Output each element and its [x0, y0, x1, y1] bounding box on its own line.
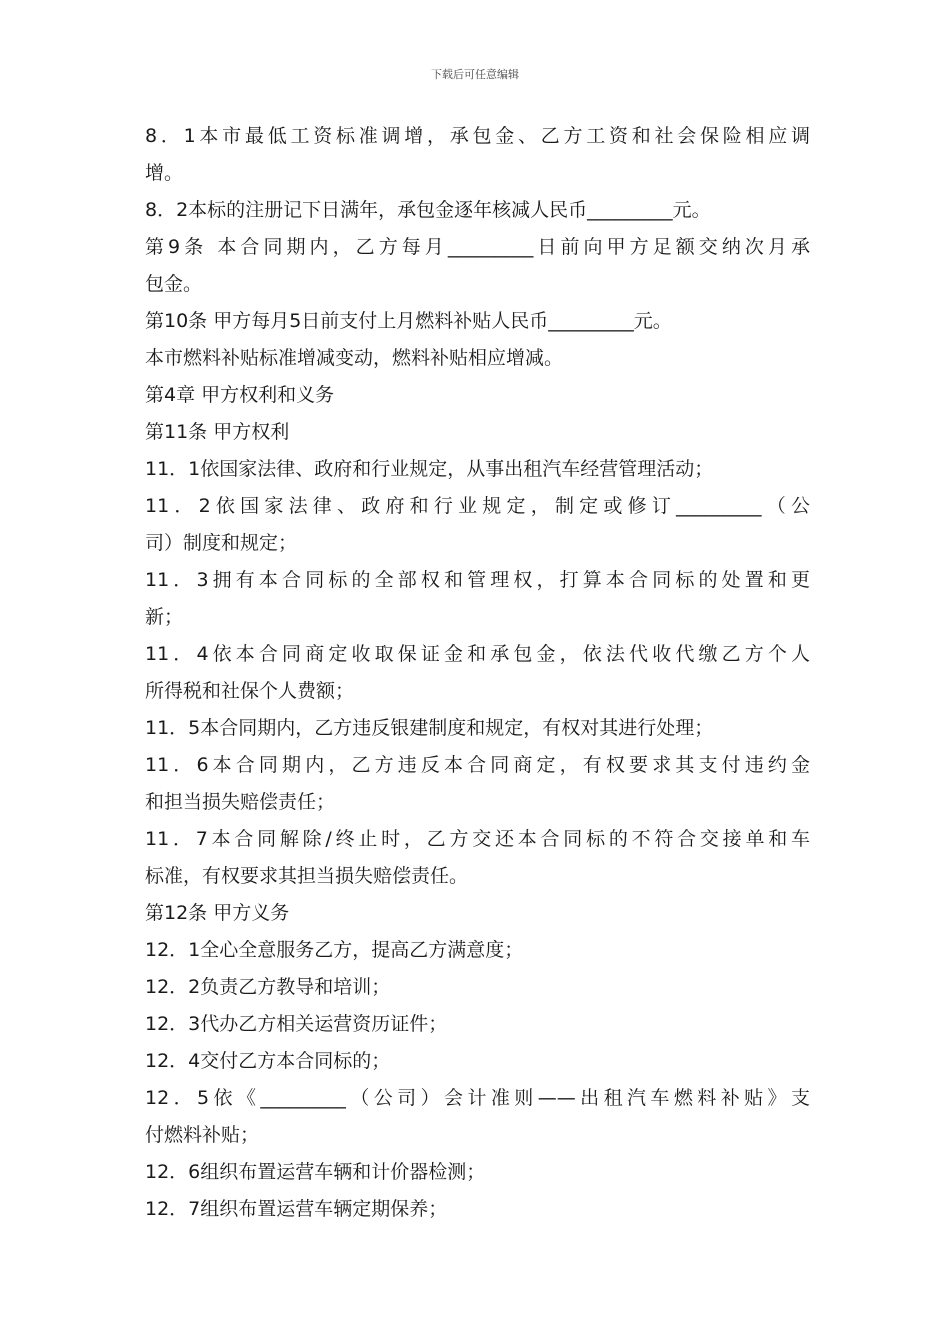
document-body	[145, 118, 810, 1228]
paragraph	[145, 229, 810, 303]
paragraph	[145, 821, 810, 895]
text-line: 新；	[145, 606, 184, 628]
text-line: 8．1本市最低工资标准调增，承包金、乙方工资和社会保险相应调	[145, 125, 810, 147]
paragraph	[145, 636, 810, 710]
paragraph	[145, 562, 810, 636]
text-line: 第10条 甲方每月5日前支付上月燃料补贴人民币_________元。	[145, 310, 672, 332]
paragraph	[145, 895, 810, 932]
text-line: 11．6本合同期内，乙方违反本合同商定，有权要求其支付违约金	[145, 754, 810, 776]
paragraph	[145, 118, 810, 192]
text-line: 12．1全心全意服务乙方，提高乙方满意度；	[145, 939, 524, 961]
text-line: 11．3拥有本合同标的全部权和管理权，打算本合同标的处置和更	[145, 569, 810, 591]
paragraph	[145, 414, 810, 451]
paragraph	[145, 192, 810, 229]
text-line: 12．7组织布置运营车辆定期保养；	[145, 1198, 448, 1220]
text-line: 和担当损失赔偿责任；	[145, 791, 336, 813]
paragraph	[145, 1006, 810, 1043]
text-line: 所得税和社保个人费额；	[145, 680, 355, 702]
text-line: 第9条 本合同期内，乙方每月_________日前向甲方足额交纳次月承	[145, 236, 810, 258]
paragraph	[145, 377, 810, 414]
text-line: 12．5依《_________（公司）会计准则——出租汽车燃料补贴》支	[145, 1087, 810, 1109]
text-line: 第4章 甲方权利和义务	[145, 384, 335, 406]
paragraph	[145, 488, 810, 562]
text-line: 12．3代办乙方相关运营资历证件；	[145, 1013, 448, 1035]
text-line: 增。	[145, 162, 184, 184]
text-line: 8．2本标的注册记下日满年，承包金逐年核减人民币_________元。	[145, 199, 711, 221]
text-line: 第12条 甲方义务	[145, 902, 290, 924]
paragraph	[145, 932, 810, 969]
paragraph	[145, 340, 810, 377]
text-line: 11．4依本合同商定收取保证金和承包金，依法代收代缴乙方个人	[145, 643, 810, 665]
text-line: 付燃料补贴；	[145, 1124, 260, 1146]
text-line: 包金。	[145, 273, 203, 295]
text-line: 12．2负责乙方教导和培训；	[145, 976, 391, 998]
paragraph	[145, 1080, 810, 1154]
paragraph	[145, 1191, 810, 1228]
text-line: 11．5本合同期内，乙方违反银建制度和规定，有权对其进行处理；	[145, 717, 714, 739]
paragraph	[145, 747, 810, 821]
paragraph	[145, 451, 810, 488]
paragraph	[145, 1154, 810, 1191]
text-line: 本市燃料补贴标准增减变动，燃料补贴相应增减。	[145, 347, 564, 369]
text-line: 12．4交付乙方本合同标的；	[145, 1050, 391, 1072]
paragraph	[145, 303, 810, 340]
paragraph	[145, 969, 810, 1006]
text-line: 第11条 甲方权利	[145, 421, 290, 443]
page-header: 下载后可任意编辑	[431, 68, 519, 81]
text-line: 司）制度和规定；	[145, 532, 298, 554]
text-line: 11．2依国家法律、政府和行业规定，制定或修订_________（公	[145, 495, 810, 517]
text-line: 12．6组织布置运营车辆和计价器检测；	[145, 1161, 486, 1183]
text-line: 11．1依国家法律、政府和行业规定，从事出租汽车经营管理活动；	[145, 458, 714, 480]
text-line: 标准，有权要求其担当损失赔偿责任。	[145, 865, 469, 887]
paragraph	[145, 1043, 810, 1080]
paragraph	[145, 710, 810, 747]
text-line: 11．7本合同解除/终止时，乙方交还本合同标的不符合交接单和车	[145, 828, 810, 850]
